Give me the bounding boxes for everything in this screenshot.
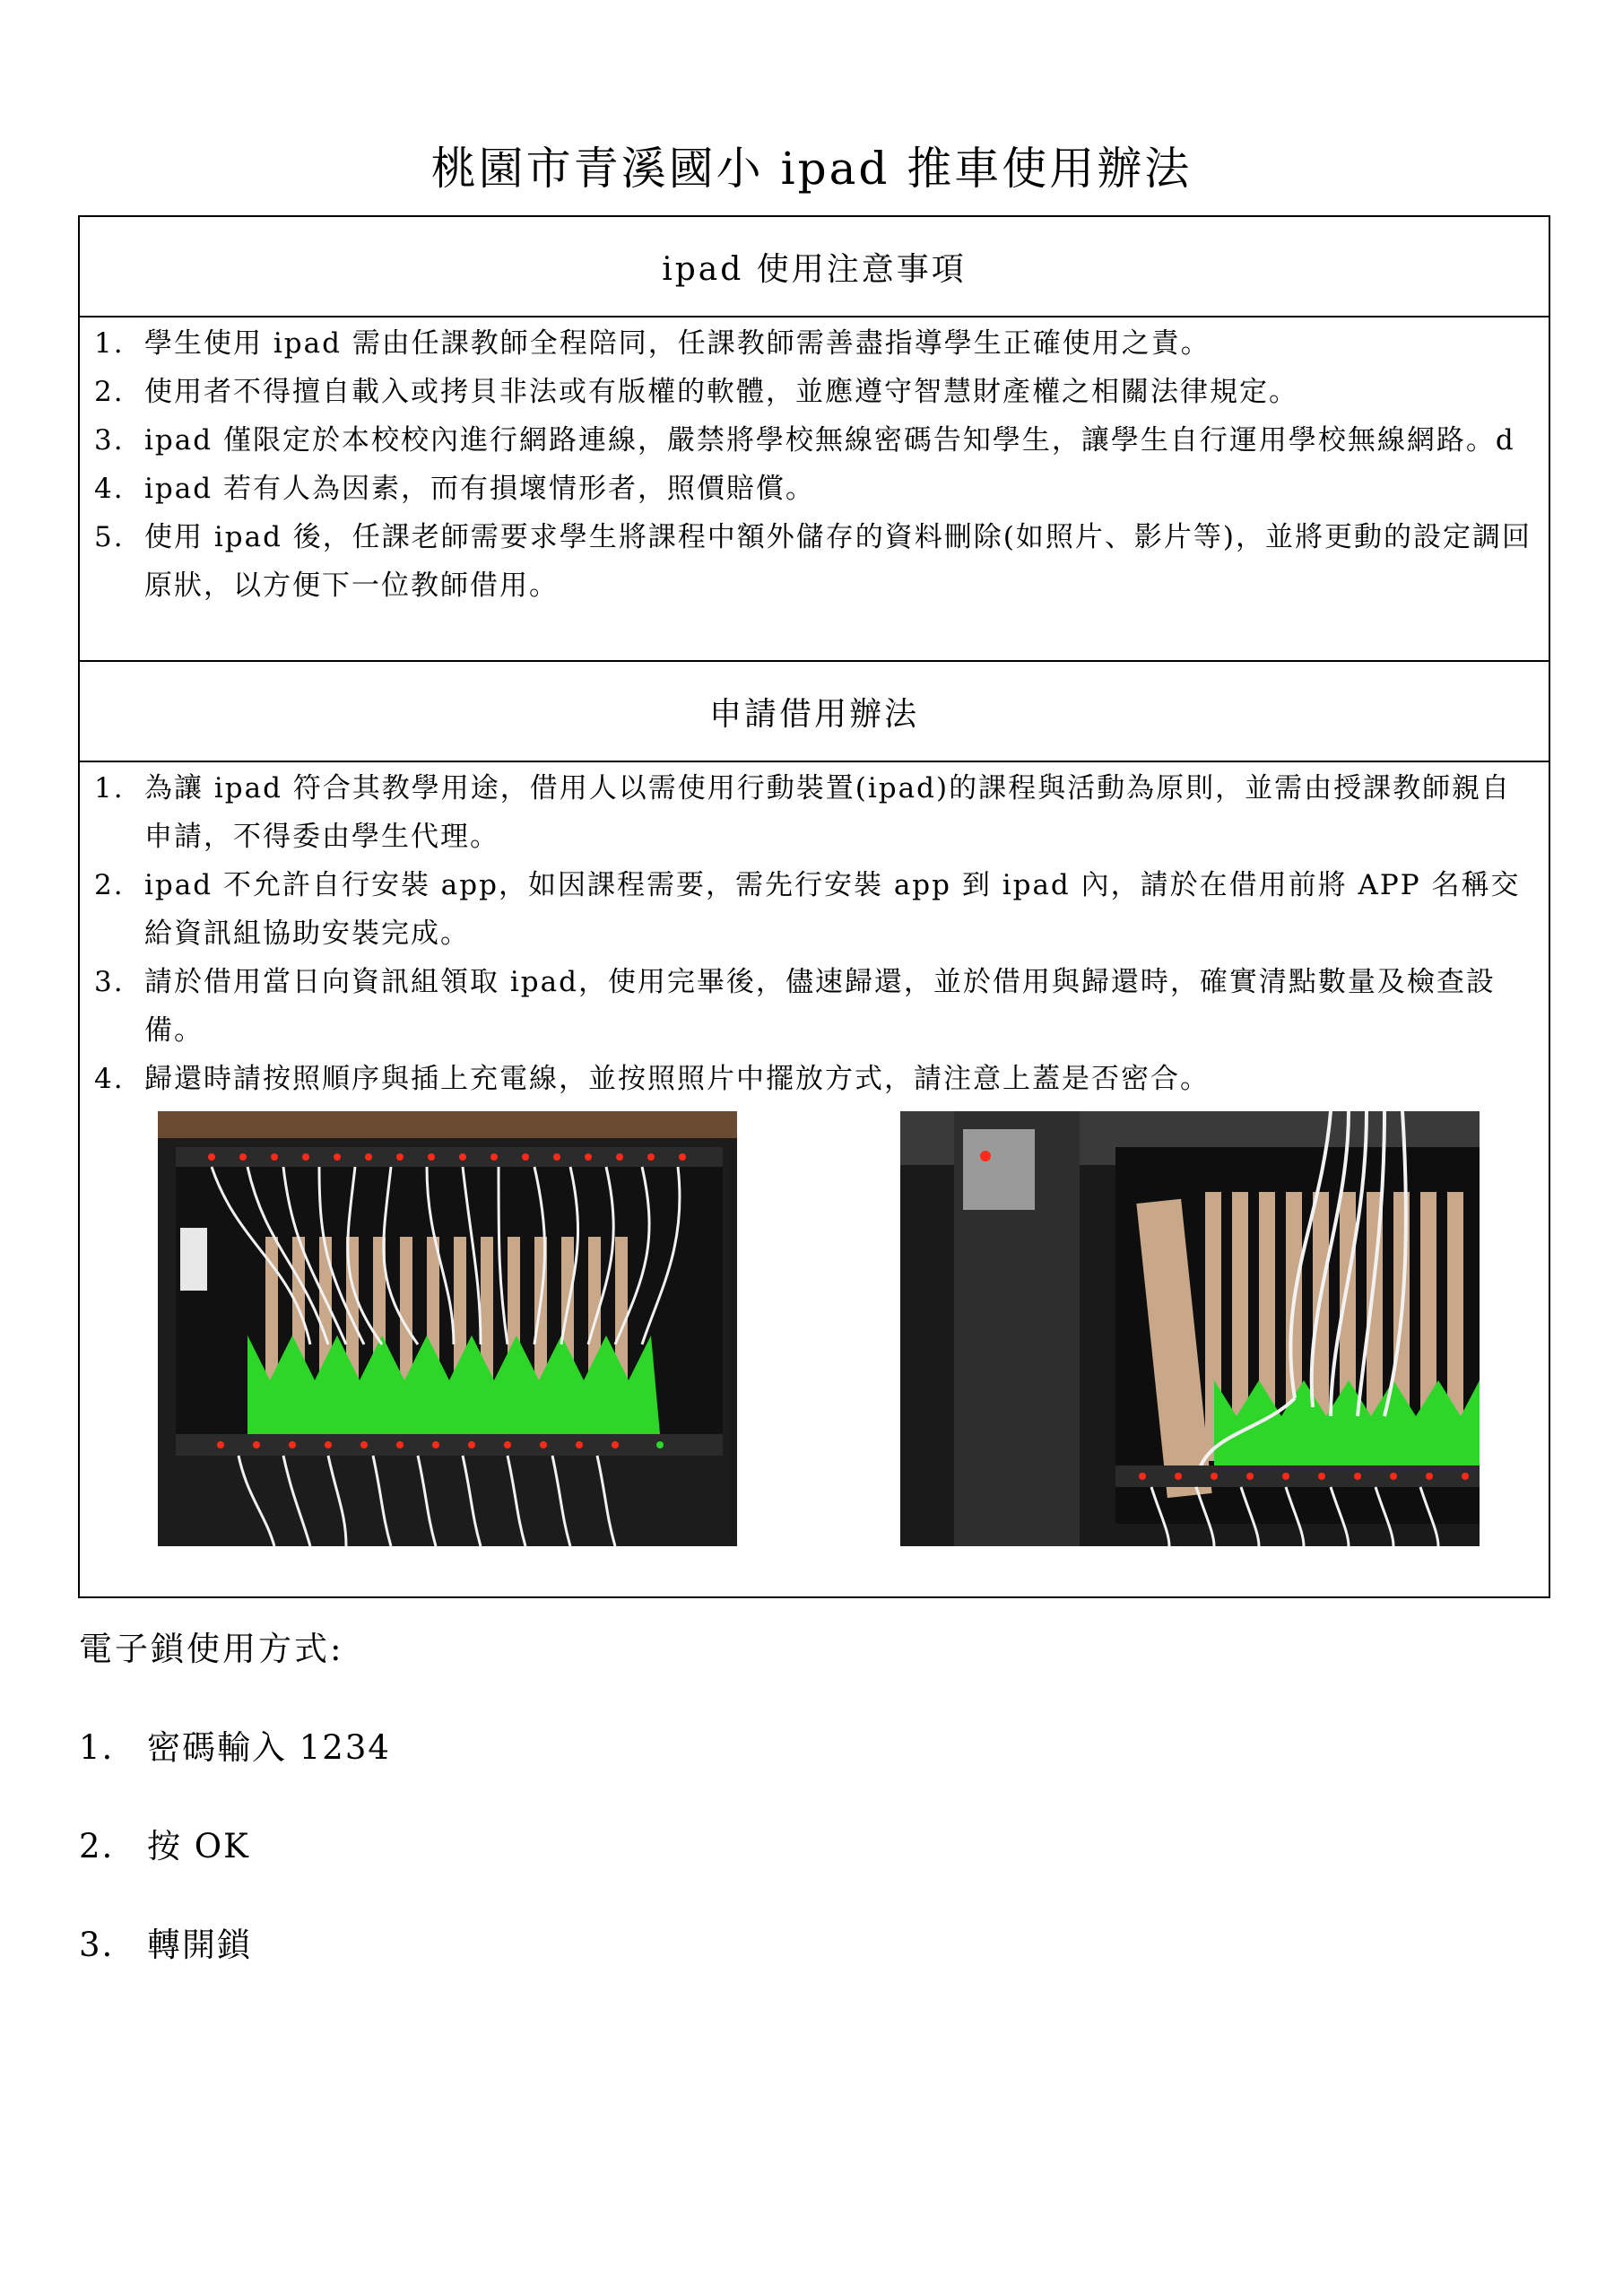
lock-step: 3. 轉開鎖 [79,1926,252,1964]
cart-side-illustration [900,1111,1480,1546]
list-item: 2. ipad 不允許自行安裝 app，如因課程需要，需先行安裝 app 到 ipad 內，請於在借用前將 APP 名稱交給資訊組協助安裝完成。 [94,869,1521,950]
borrow-rules-heading: 申請借用辦法 [708,695,919,733]
list-item: 3. 請於借用當日向資訊組領取 ipad，使用完畢後，儘速歸還，並於借用與歸還時，確實清點數量及檢查設備。 [94,966,1496,1047]
divider [80,761,1549,762]
list-item: 4. ipad 若有人為因素，而有損壞情形者，照價賠償。 [94,473,815,505]
rules-table [78,215,1550,1598]
list-item: 2. 使用者不得擅自載入或拷貝非法或有版權的軟體，並應遵守智慧財產權之相關法律規定。 [94,376,1298,408]
borrow-rules-list [80,764,1549,1103]
list-item: 1. 學生使用 ipad 需由任課教師全程陪同，任課教師需善盡指導學生正確使用之責。 [94,327,1211,360]
usage-notes-heading: ipad 使用注意事項 [662,250,967,288]
cart-side-photo [900,1111,1480,1546]
list-item: 5. 使用 ipad 後，任課老師需要求學生將課程中額外儲存的資料刪除(如照片、影片等)，並將更動的設定調回原狀，以方便下一位教師借用。 [94,521,1532,602]
lock-instructions-heading: 電子鎖使用方式: [79,1630,344,1668]
list-item: 4. 歸還時請按照順序與插上充電線，並按照照片中擺放方式，請注意上蓋是否密合。 [94,1063,1210,1095]
cart-front-illustration [158,1111,737,1546]
lock-step: 1. 密碼輸入 1234 [79,1728,391,1767]
cart-front-photo [158,1111,737,1546]
list-item: 3. ipad 僅限定於本校校內進行網路連線，嚴禁將學校無線密碼告知學生，讓學生自行運用學校無線網路。d [94,424,1515,457]
divider [80,316,1549,317]
page-title: 桃園市青溪國小 ipad 推車使用辦法 [430,143,1193,195]
lock-step: 2. 按 OK [79,1827,250,1866]
list-item: 1. 為讓 ipad 符合其教學用途，借用人以需使用行動裝置(ipad)的課程與活動為原則，並需由授課教師親自申請，不得委由學生代理。 [94,772,1512,853]
usage-notes-list [80,319,1549,610]
